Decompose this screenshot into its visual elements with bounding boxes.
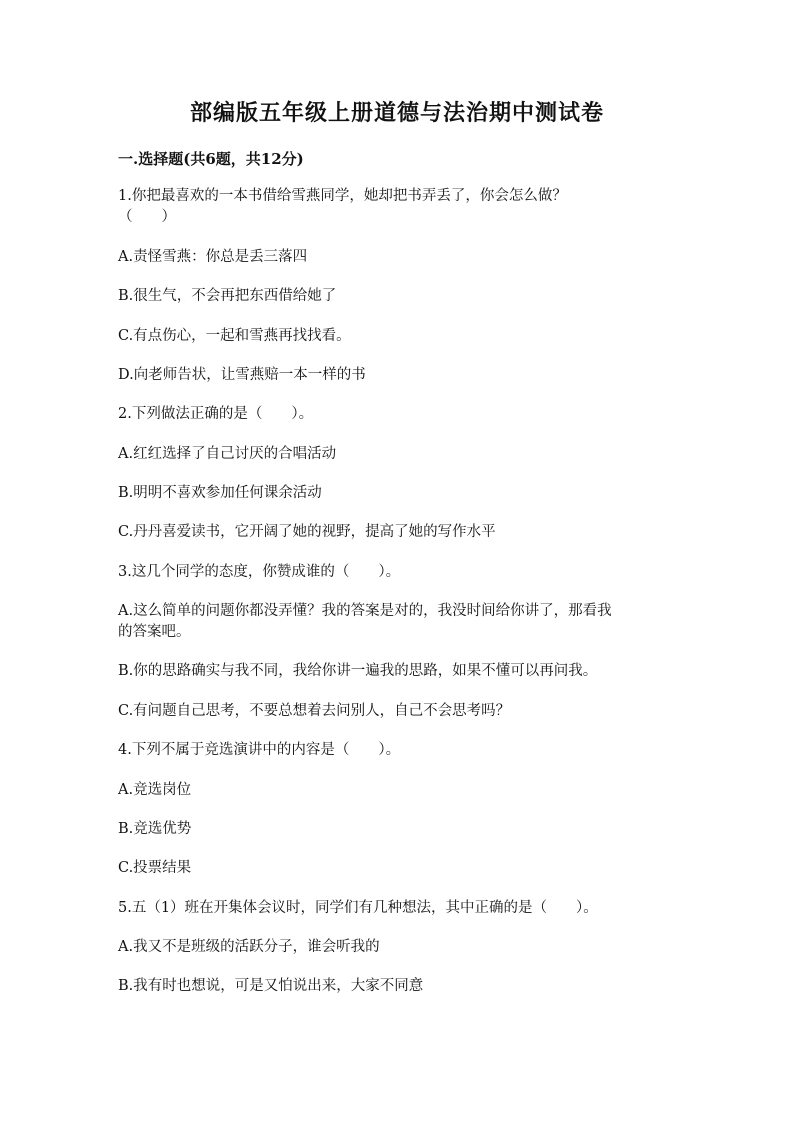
question-4-option-a: A.竞选岗位	[118, 782, 192, 798]
question-2-option-b: B.明明不喜欢参加任何课余活动	[118, 485, 322, 501]
question-5-option-a: A.我又不是班级的活跃分子，谁会听我的	[118, 939, 380, 955]
question-2-option-a: A.红红选择了自己讨厌的合唱活动	[118, 446, 337, 462]
question-5-stem: 5.五（1）班在开集体会议时，同学们有几种想法，其中正确的是（ ）。	[118, 900, 598, 916]
question-1-option-d: D.向老师告状，让雪燕赔一本一样的书	[118, 367, 366, 383]
question-3-option-c: C.有问题自己思考，不要总想着去问别人，自己不会思考吗？	[118, 703, 511, 719]
question-1-answer-blank: （ ）	[118, 209, 176, 225]
question-4-option-b: B.竞选优势	[118, 821, 192, 837]
question-3-option-a: A.这么简单的问题你都没弄懂？我的答案是对的，我没时间给你讲了，那看我	[118, 603, 612, 619]
question-3-stem: 3.这几个同学的态度，你赞成谁的（ ）。	[118, 564, 401, 580]
question-1-option-c: C.有点伤心，一起和雪燕再找找看。	[118, 328, 351, 344]
page-title: 部编版五年级上册道德与法治期中测试卷	[189, 100, 604, 126]
question-3-option-b: B.你的思路确实与我不同，我给你讲一遍我的思路，如果不懂可以再问我。	[118, 663, 598, 679]
question-2-stem: 2.下列做法正确的是（ ）。	[118, 406, 314, 422]
question-5-option-b: B.我有时也想说，可是又怕说出来，大家不同意	[118, 978, 424, 994]
question-2-option-c: C.丹丹喜爱读书，它开阔了她的视野，提高了她的写作水平	[118, 524, 496, 540]
question-3-option-a-cont: 的答案吧。	[118, 624, 191, 640]
question-4-option-c: C.投票结果	[118, 860, 192, 876]
question-1-option-a: A.责怪雪燕：你总是丢三落四	[118, 249, 308, 265]
question-4-stem: 4.下列不属于竞选演讲中的内容是（ ）。	[118, 742, 401, 758]
section-heading: 一.选择题(共6题，共12分)	[118, 150, 304, 168]
question-1-stem: 1.你把最喜欢的一本书借给雪燕同学，她却把书弄丢了，你会怎么做？	[118, 188, 567, 204]
question-1-option-b: B.很生气，不会再把东西借给她了	[118, 288, 337, 304]
